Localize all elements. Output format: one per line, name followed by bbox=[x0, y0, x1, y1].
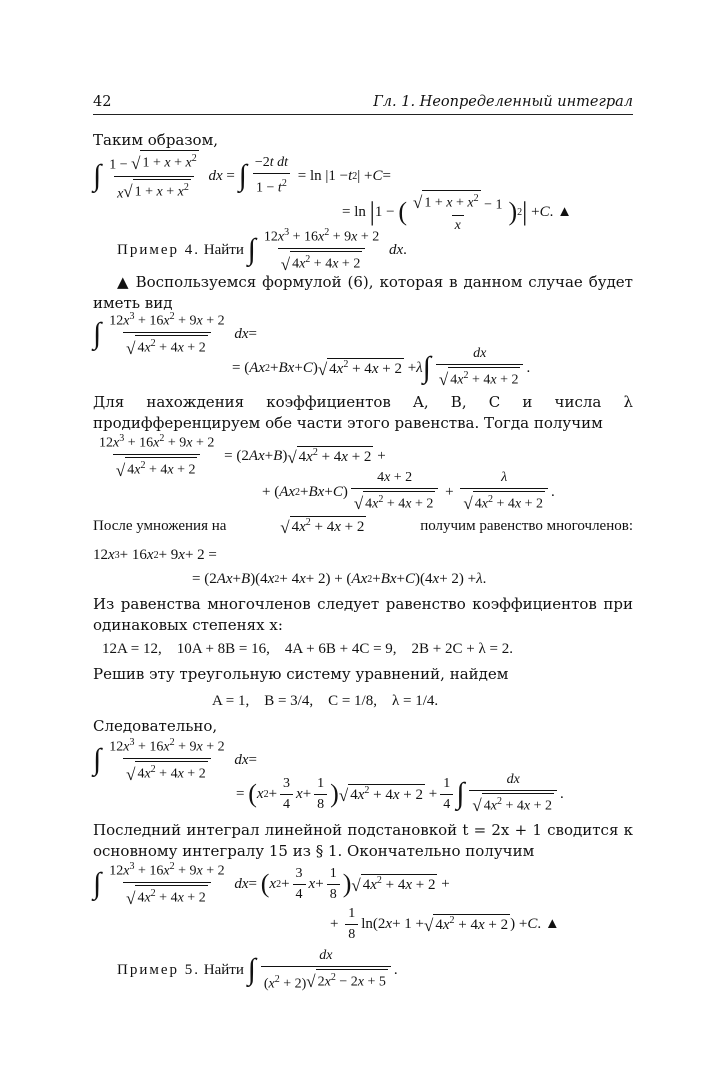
paragraph-formula-6: ▲ Воспользуемся формулой (6), которая в данном случае будет иметь вид bbox=[93, 273, 633, 312]
formula-polynomial-line2: = (2 Ax + B )(4 x 2 + 4 x + 2) + ( Ax 2 + Bx + C )(4 x + 2) + λ . bbox=[192, 570, 487, 587]
formula-substitution-line1: ∫ 1 − √ $1 + x + x^2$ x √ $1 + x + x^2$ dx = ∫ −2t dt $1 - t^2$ = ln |1 − t 2 | + C = bbox=[93, 150, 391, 202]
example-4-heading: Пример 4. Найти ∫ $12x^3 + 16x^2 + 9x + 2$ √ $4x^2 + 4x + 2$ dx . bbox=[117, 227, 407, 274]
paragraph-intro: Таким образом, bbox=[93, 131, 219, 149]
formula-final-line2: + 1 8 ln(2 x + 1 + √ $4x^2 + 4x + 2$ ) + C . ▲ bbox=[330, 905, 560, 942]
paragraph-therefore: Следовательно, bbox=[93, 717, 218, 735]
example-4-label: Пример 4. bbox=[117, 241, 201, 258]
formula-derivative-line2: + ( Ax 2 + Bx + C ) 4x + 2 √ $4x^2 + 4x + 2$ + λ √ $4x^2 + 4x + 2$ . bbox=[262, 469, 555, 514]
running-title: Гл. 1. Неопределенный интеграл bbox=[373, 94, 633, 110]
example-5-heading: Пример 5. Найти ∫ dx $(x^2 + 2)$ √ $2x^2 - 2x + 5$ . bbox=[117, 947, 398, 992]
example-4-find: Найти bbox=[203, 241, 244, 258]
formula-result-line1: ∫ $12x^3 + 16x^2 + 9x + 2$ √ $4x^2 + 4x + 2$ dx = bbox=[93, 737, 257, 784]
formula-final-line1: ∫ $12x^3 + 16x^2 + 9x + 2$ √ $4x^2 + 4x + 2$ dx = ( x 2 + 3 4 x + 1 8 ) √ $4x^2 + 4x + 2$ + bbox=[93, 861, 450, 908]
formula-result-line2: = ( x 2 + 3 4 x + 1 8 ) √ $4x^2 + 4x + 2$ + 1 4 ∫ dx √ $4x^2 + 4x + 2$ . bbox=[236, 771, 564, 816]
paragraph-solve: Решив эту треугольную систему уравнений, найдем bbox=[93, 665, 509, 683]
formula-substitution-line2: = ln | 1 − ( √ $1 + x + x^2$ − 1 x ) 2 | + C . ▲ bbox=[342, 192, 572, 232]
paragraph-coefficients: Из равенства многочленов следует равенство коэффициентов при одинаковых степенях x: bbox=[93, 595, 633, 634]
formula-derivative-line1: $12x^3 + 16x^2 + 9x + 2$ √ $4x^2 + 4x + 2$ = (2 Ax + B ) √ $4x^2 + 4x + 2$ + bbox=[99, 433, 386, 480]
formula-general-line2: = ( Ax 2 + Bx + C ) √ $4x^2 + 4x + 2$ + λ ∫ dx √ $4x^2 + 4x + 2$ . bbox=[232, 345, 531, 390]
page-number: 42 bbox=[93, 94, 112, 110]
formula-coefficient-system: 12A = 12, 10A + 8B = 16, 4A + 6B + 4C = 9, 2B + 2C + λ = 2. bbox=[102, 640, 513, 657]
formula-polynomial-line1: 12 x 3 + 16 x 2 + 9 x + 2 = bbox=[93, 546, 217, 563]
example-5-find: Найти bbox=[203, 961, 244, 978]
formula-general-line1: ∫ $12x^3 + 16x^2 + 9x + 2$ √ $4x^2 + 4x + 2$ dx = bbox=[93, 311, 257, 358]
page-header bbox=[93, 92, 633, 115]
example-5-label: Пример 5. bbox=[117, 961, 201, 978]
paragraph-differentiate: Для нахождения коэффициентов A, B, C и числа λ продифференцируем обе части этого равенства. Тогда получим bbox=[93, 393, 633, 432]
formula-solution: A = 1, B = 3/4, C = 1/8, λ = 1/4. bbox=[212, 692, 439, 709]
paragraph-substitution: Последний интеграл линейной подстановкой t = 2x + 1 сводится к основному интегралу 15 из § 1. Окончательно получим bbox=[93, 821, 633, 860]
paragraph-multiply: После умножения на √ $4x^2 + 4x + 2$ получим равенство многочленов: bbox=[93, 517, 633, 537]
